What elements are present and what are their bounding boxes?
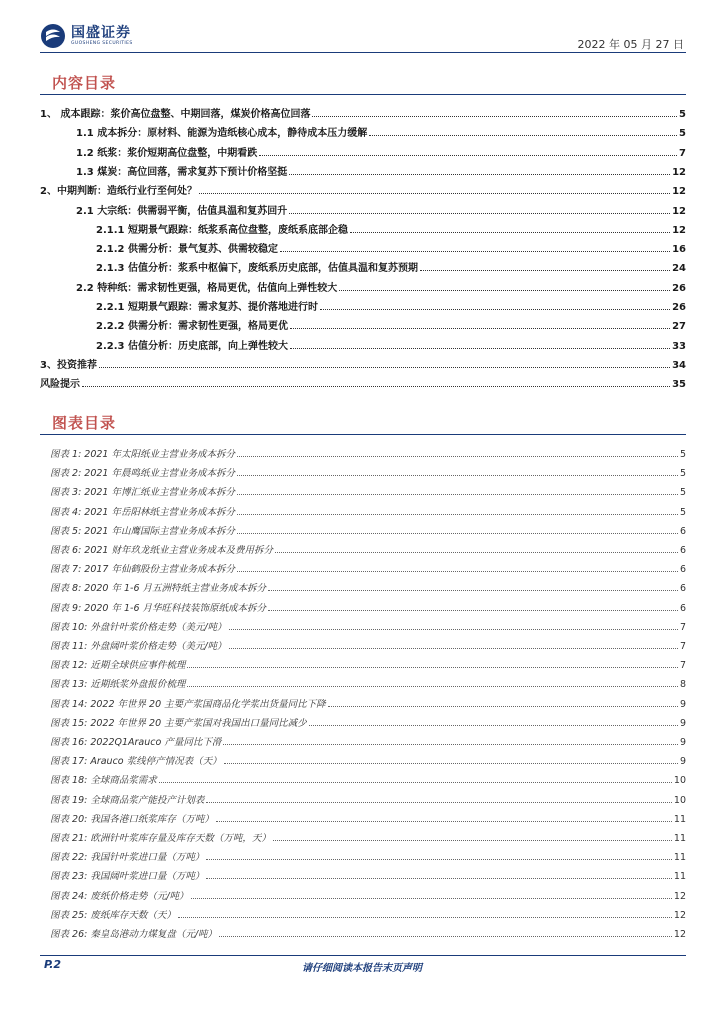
figure-entry[interactable] <box>50 792 686 806</box>
toc-entry-page: 16 <box>672 244 686 256</box>
toc-entry-page: 12 <box>672 186 686 198</box>
figure-entry-page: 11 <box>673 871 686 883</box>
report-date: 2022 年 05 月 27 日 <box>577 38 684 51</box>
toc-entry-page: 7 <box>679 147 686 159</box>
dot-leader <box>328 705 678 707</box>
dot-leader <box>268 609 678 611</box>
toc-entry-title: 风险提示 <box>40 379 80 391</box>
toc-section-divider <box>40 94 686 95</box>
figure-entry-title: 图表 20: 我国各港口纸浆库存（万吨） <box>50 813 214 825</box>
toc-entry-title: 1、 成本跟踪：浆价高位盘整、中期回落，煤炭价格高位回落 <box>40 109 311 120</box>
toc-entry-page: 34 <box>672 359 686 371</box>
figure-entry-page: 5 <box>679 506 686 518</box>
toc-entry[interactable] <box>40 183 686 197</box>
figure-entry-title: 图表 23: 我国阔叶浆进口量（万吨） <box>50 871 205 883</box>
dot-leader <box>159 781 672 783</box>
toc-section-title: 内容目录 <box>52 74 117 92</box>
figure-entry-page: 9 <box>679 717 686 729</box>
figure-entry[interactable] <box>50 580 686 594</box>
dot-leader <box>229 647 678 649</box>
toc-entry-page: 12 <box>672 205 686 217</box>
toc-entry[interactable] <box>96 318 686 332</box>
figure-entry[interactable] <box>50 504 686 518</box>
dot-leader <box>237 493 678 495</box>
figure-entry-page: 9 <box>679 756 686 768</box>
figure-entry-page: 8 <box>679 679 686 691</box>
figure-entry-title: 图表 14: 2022 年世界 20 主要产浆国商品化学浆出货量同比下降 <box>50 698 326 710</box>
toc-entry-title: 2.2.2 供需分析：需求韧性更强，格局更优 <box>96 321 288 333</box>
toc-entry-title: 2.1.2 供需分析：景气复苏、供需较稳定 <box>96 244 278 256</box>
figure-entry-page: 11 <box>673 813 686 825</box>
dot-leader <box>280 250 670 252</box>
figure-entry-title: 图表 11: 外盘阔叶浆价格走势（美元/吨） <box>50 641 227 652</box>
toc-entry[interactable] <box>76 164 686 178</box>
dot-leader <box>237 455 678 457</box>
dot-leader <box>290 347 670 349</box>
figure-entry-title: 图表 13: 近期纸浆外盘报价梳理 <box>50 679 186 691</box>
figure-entry-title: 图表 6: 2021 财年玖龙纸业主营业务成本及费用拆分 <box>50 545 273 556</box>
toc-entry[interactable] <box>40 106 686 120</box>
figure-entry-title: 图表 7: 2017 年仙鹤股份主营业务成本拆分 <box>50 564 235 576</box>
figure-entry[interactable] <box>50 696 686 710</box>
dot-leader <box>82 385 670 387</box>
figure-entry-title: 图表 24: 废纸价格走势（元/吨） <box>50 890 189 902</box>
figure-entry-page: 6 <box>679 583 686 595</box>
toc-entry[interactable] <box>96 338 686 352</box>
dot-leader <box>219 935 672 937</box>
dot-leader <box>268 589 678 591</box>
toc-entry-title: 3、投资推荐 <box>40 359 97 371</box>
dot-leader <box>187 666 678 668</box>
figure-entry-title: 图表 4: 2021 年岳阳林纸主营业务成本拆分 <box>50 506 235 518</box>
figure-entry-page: 6 <box>679 602 686 614</box>
toc-entry-page: 12 <box>672 224 686 236</box>
figure-entry-title: 图表 17: Arauco 浆线停产情况表（天） <box>50 756 222 768</box>
figure-entry-page: 12 <box>673 890 686 902</box>
toc-entry-page: 24 <box>672 263 686 275</box>
dot-leader <box>216 820 672 822</box>
figure-entry-title: 图表 3: 2021 年博汇纸业主营业务成本拆分 <box>50 487 235 499</box>
dot-leader <box>290 327 670 329</box>
figure-entry-title: 图表 18: 全球商品浆需求 <box>50 775 157 787</box>
figure-entry-title: 图表 21: 欧洲针叶浆库存量及库存天数（万吨，天） <box>50 833 271 844</box>
toc-entry-title: 2.2.1 短期景气跟踪：需求复苏、提价落地进行时 <box>96 302 318 313</box>
figure-entry[interactable] <box>50 888 686 902</box>
toc-entry[interactable] <box>40 376 686 390</box>
toc-entry-page: 26 <box>672 282 686 294</box>
figure-entry[interactable] <box>50 600 686 614</box>
figure-entry-title: 图表 5: 2021 年山鹰国际主营业务成本拆分 <box>50 525 235 537</box>
figure-entry[interactable] <box>50 753 686 767</box>
toc-entry-title: 2.1 大宗纸：供需弱平衡，估值具温和复苏回升 <box>76 205 288 217</box>
dot-leader <box>237 474 678 476</box>
dot-leader <box>191 897 672 899</box>
dot-leader <box>350 231 670 233</box>
figure-entry-page: 7 <box>679 621 686 633</box>
figure-entry-title: 图表 26: 秦皇岛港动力煤复盘（元/吨） <box>50 929 218 940</box>
dot-leader <box>206 877 672 879</box>
figure-entry-page: 5 <box>679 468 686 480</box>
toc-entry[interactable] <box>40 357 686 371</box>
dot-leader <box>223 743 678 745</box>
logo-icon <box>40 23 66 49</box>
figure-entry-page: 10 <box>673 775 686 787</box>
figure-entry-page: 7 <box>679 660 686 672</box>
toc-entry[interactable] <box>76 203 686 217</box>
dot-leader <box>237 513 678 515</box>
figure-entry-page: 7 <box>679 641 686 652</box>
figure-entry-page: 6 <box>679 525 686 537</box>
dot-leader <box>369 134 677 136</box>
figure-entry-title: 图表 19: 全球商品浆产能投产计划表 <box>50 794 205 806</box>
figure-entry[interactable] <box>50 465 686 479</box>
figure-entry[interactable] <box>50 638 686 652</box>
company-logo <box>40 22 133 50</box>
dot-leader <box>206 801 672 803</box>
figure-entry-title: 图表 2: 2021 年晨鸣纸业主营业务成本拆分 <box>50 468 235 480</box>
figure-entry-page: 5 <box>679 487 686 499</box>
dot-leader <box>312 115 677 117</box>
figure-entry-title: 图表 1: 2021 年太阳纸业主营业务成本拆分 <box>50 449 235 460</box>
dot-leader <box>339 289 670 291</box>
figure-entry-page: 9 <box>679 737 686 748</box>
figure-entry[interactable] <box>50 523 686 537</box>
figure-entry[interactable] <box>50 868 686 882</box>
figure-entry[interactable] <box>50 926 686 940</box>
figure-entry[interactable] <box>50 561 686 575</box>
figure-entry[interactable] <box>50 484 686 498</box>
figure-entry[interactable] <box>50 676 686 690</box>
figure-entry[interactable] <box>50 542 686 556</box>
figure-entry-title: 图表 15: 2022 年世界 20 主要产浆国对我国出口量同比减少 <box>50 717 307 729</box>
figure-entry[interactable] <box>50 907 686 921</box>
toc-entry-page: 5 <box>679 109 686 120</box>
dot-leader <box>178 916 672 918</box>
dot-leader <box>199 192 670 194</box>
figure-entry-title: 图表 9: 2020 年 1-6 月华旺科技装饰原纸成本拆分 <box>50 602 267 614</box>
toc-entry[interactable] <box>96 241 686 255</box>
dot-leader <box>289 212 670 214</box>
figure-entry[interactable] <box>50 772 686 786</box>
figure-entry-title: 图表 25: 废纸库存天数（天） <box>50 909 176 921</box>
toc-entry[interactable] <box>76 280 686 294</box>
toc-entry-title: 1.2 纸浆：浆价短期高位盘整，中期看跌 <box>76 147 258 159</box>
figure-entry[interactable] <box>50 657 686 671</box>
dot-leader <box>224 762 678 764</box>
figure-entry-page: 9 <box>679 698 686 710</box>
dot-leader <box>229 628 678 630</box>
figure-entry-page: 10 <box>673 794 686 806</box>
figure-entry-page: 11 <box>673 852 686 864</box>
figure-entry[interactable] <box>50 446 686 460</box>
figure-entry[interactable] <box>50 849 686 863</box>
dot-leader <box>259 154 677 156</box>
toc-entry-title: 1.3 煤炭：高位回落，需求复苏下预计价格坚挺 <box>76 166 288 178</box>
figure-entry-title: 图表 12: 近期全球供应事件梳理 <box>50 660 186 672</box>
toc-entry-title: 2.2.3 估值分析：历史底部，向上弹性较大 <box>96 340 288 352</box>
figure-section-divider <box>40 434 686 435</box>
figure-entry[interactable] <box>50 830 686 844</box>
figure-entry-page: 11 <box>673 833 686 844</box>
dot-leader <box>187 685 678 687</box>
dot-leader <box>275 551 678 553</box>
dot-leader <box>420 269 670 271</box>
figure-entry-page: 5 <box>679 449 686 460</box>
toc-entry[interactable] <box>96 222 686 236</box>
dot-leader <box>237 532 678 534</box>
dot-leader <box>320 308 670 310</box>
dot-leader <box>289 173 670 175</box>
toc-entry-title: 2.1.1 短期景气跟踪：纸浆系高位盘整，废纸系底部企稳 <box>96 224 348 236</box>
figure-entry[interactable] <box>50 619 686 633</box>
footer-disclaimer: 请仔细阅读本报告末页声明 <box>302 963 422 974</box>
logo-name-cn: 国盛证券 <box>71 25 131 41</box>
toc-entry-page: 27 <box>672 321 686 333</box>
toc-entry-page: 12 <box>672 166 686 178</box>
figure-section-title: 图表目录 <box>52 414 117 432</box>
toc-entry[interactable] <box>76 145 686 159</box>
figure-entry-title: 图表 16: 2022Q1Arauco 产量同比下滑 <box>50 737 222 748</box>
toc-entry-page: 35 <box>672 379 686 391</box>
figure-entry-title: 图表 8: 2020 年 1-6 月五洲特纸主营业务成本拆分 <box>50 583 267 595</box>
dot-leader <box>237 570 678 572</box>
toc-entry[interactable] <box>76 125 686 139</box>
dot-leader <box>309 724 678 726</box>
dot-leader <box>273 839 672 841</box>
toc-entry-title: 2.1.3 估值分析：浆系中枢偏下，废纸系历史底部，估值具温和复苏预期 <box>96 263 418 275</box>
toc-entry-title: 2、中期判断：造纸行业行至何处？ <box>40 186 197 198</box>
figure-entry-title: 图表 10: 外盘针叶浆价格走势（美元/吨） <box>50 621 227 633</box>
figure-entry[interactable] <box>50 811 686 825</box>
footer-page-number: P.2 <box>44 958 62 971</box>
figure-entry-page: 6 <box>679 545 686 556</box>
dot-leader <box>99 366 670 368</box>
figure-entry-page: 12 <box>673 909 686 921</box>
figure-entry-page: 6 <box>679 564 686 576</box>
toc-entry[interactable] <box>96 299 686 313</box>
figure-entry-page: 12 <box>673 929 686 940</box>
toc-entry-title: 2.2 特种纸：需求韧性更强，格局更优，估值向上弹性较大 <box>76 282 338 294</box>
page-header <box>40 20 686 53</box>
toc-entry-title: 1.1 成本拆分：原材料、能源为造纸核心成本，静待成本压力缓解 <box>76 128 368 140</box>
toc-entry-page: 5 <box>679 128 686 140</box>
footer-divider <box>40 955 686 956</box>
figure-entry-title: 图表 22: 我国针叶浆进口量（万吨） <box>50 852 205 864</box>
figure-entry[interactable] <box>50 715 686 729</box>
toc-entry-page: 33 <box>672 340 686 352</box>
toc-entry-page: 26 <box>672 302 686 313</box>
figure-entry[interactable] <box>50 734 686 748</box>
toc-entry[interactable] <box>96 260 686 274</box>
dot-leader <box>206 858 672 860</box>
logo-name-en: GUOSHENG SECURITIES <box>71 41 133 46</box>
